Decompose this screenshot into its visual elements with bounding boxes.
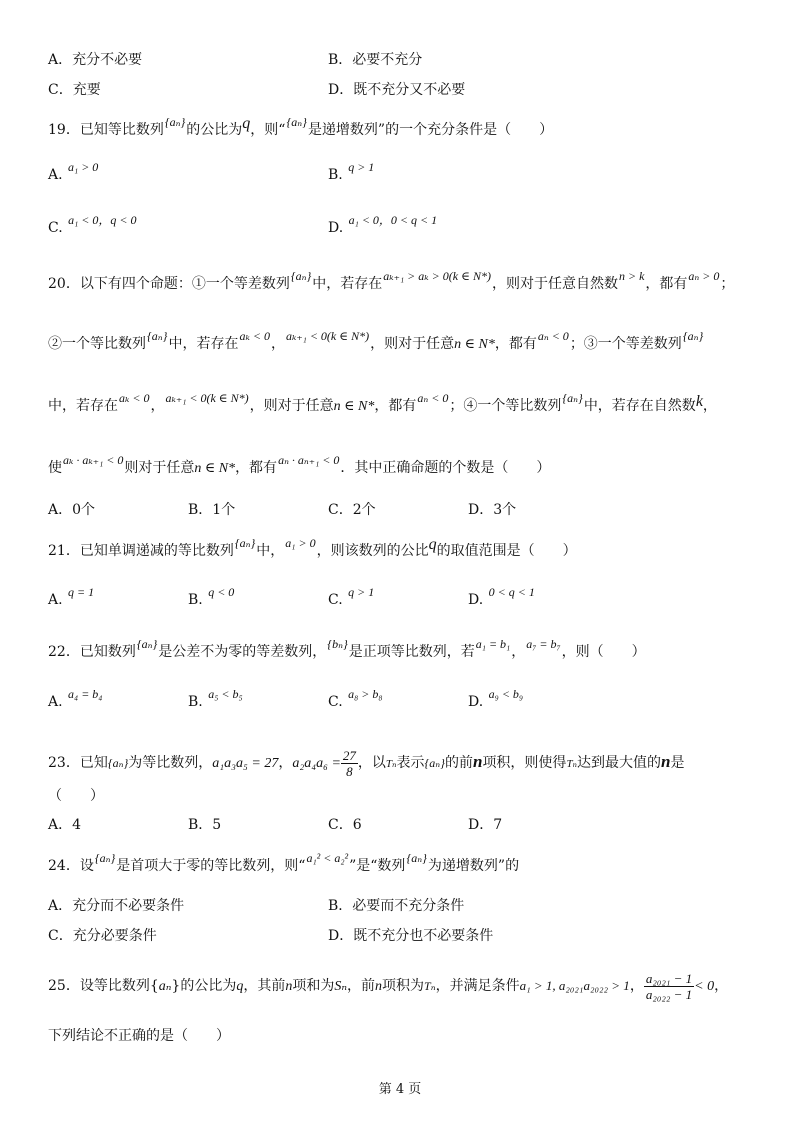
q21-option-a: A. q = 1: [48, 585, 95, 608]
q23-answer-paren: （ ）: [48, 788, 104, 804]
q21-option-c: C. q > 1: [328, 585, 375, 608]
q20-option-b: B．1个: [188, 502, 236, 518]
q20-option-c: C．2个: [328, 502, 376, 518]
q25-fraction: $\frac{\text{a₂₀₂₁ − 1}}{\text{a₂₀₂₂ − 1}}$: [645, 970, 693, 1002]
q19-option-b: B. q > 1: [328, 160, 375, 183]
q20-option-d: D．3个: [468, 502, 517, 518]
q18-option-a: A．充分不必要: [48, 52, 143, 68]
q24-stem: 24．设{aₙ}是首项大于零的等比数列，则“a₁² < a₂²”是“数列{aₙ}为递增数列”的: [48, 851, 520, 874]
q20-line-1: 20．以下有四个命题：①一个等差数列{aₙ}中，若存在aₖ₊₁ > aₖ > 0(k ∈ N*)，则对于任意自然数n > k，都有aₙ > 0；: [48, 269, 735, 292]
q18-option-b: B．必要不充分: [328, 52, 423, 68]
q23-fraction: $\frac{27}{8}$: [342, 747, 356, 779]
q21-stem: 21．已知单调递减的等比数列{aₙ}中，a₁ > 0，则该数列的公比q的取值范围是（ ）: [48, 536, 577, 559]
q21-option-d: D. 0 < q < 1: [468, 585, 535, 608]
q19-stem: 19．已知等比数列{aₙ}的公比为q，则“{aₙ}是递增数列”的一个充分条件是（ ）: [48, 115, 554, 138]
q20-option-a: A．0个: [48, 502, 96, 518]
q19-option-a: A. a₁ > 0: [48, 160, 99, 183]
q20-line-4: 使aₖ · aₖ₊₁ < 0则对于任意n ∈ N*，都有aₙ · aₙ₊₁ < 0．其中正确命题的个数是（ ）: [48, 453, 551, 476]
q23-option-a: A．4: [48, 817, 82, 833]
q23-stem: 23．已知{aₙ}为等比数列，a₁a₃a₅ = 27，a₂a₄a₆ = $\frac{27}{8}$ ，以Tₙ表示{aₙ}的前n项积，则使得Tₙ达到最大值的n是: [48, 747, 685, 779]
q20-line-2: ②一个等比数列{aₙ}中，若存在aₖ < 0，aₖ₊₁ < 0(k ∈ N*)，则对于任意n ∈ N*，都有aₙ < 0；③一个等差数列{aₙ}: [48, 329, 704, 352]
q22-option-a: A. a₄ = b₄: [48, 687, 103, 710]
q24-option-a: A．充分而不必要条件: [48, 898, 185, 914]
q18-option-d: D．既不充分又不必要: [328, 82, 466, 98]
q23-option-b: B．5: [188, 817, 222, 833]
q18-option-c: C．充要: [48, 82, 101, 98]
q20-line-3: 中，若存在aₖ < 0，aₖ₊₁ < 0(k ∈ N*)，则对于任意n ∈ N*，都有aₙ < 0；④一个等比数列{aₙ}中，若存在自然数k，: [48, 391, 717, 414]
q25-stem: 25．设等比数列{aₙ}的公比为q，其前n项和为Sₙ，前n项积为Tₙ，并满足条件a₁ > 1, a₂₀₂₁a₂₀₂₂ > 1， $\frac{\text{a₂₀₂₁ − 1}}{\text{a₂₀₂₂ − 1}}$ < 0，: [48, 970, 729, 1002]
q22-stem: 22．已知数列{aₙ}是公差不为零的等差数列，{bₙ}是正项等比数列，若a₁ = b₁，a₇ = b₇，则（ ）: [48, 637, 646, 660]
q24-option-b: B．必要而不充分条件: [328, 898, 465, 914]
q22-option-b: B. a₅ < b₅: [188, 687, 243, 710]
q21-option-b: B. q < 0: [188, 585, 235, 608]
q22-option-d: D. a₉ < b₉: [468, 687, 524, 710]
q24-option-d: D．既不充分也不必要条件: [328, 928, 494, 944]
q23-option-d: D．7: [468, 817, 503, 833]
page-number: 第 4 页: [378, 1082, 422, 1097]
q22-option-c: C. a₈ > b₈: [328, 687, 383, 710]
q19-option-d: D. a₁ < 0，0 < q < 1: [328, 213, 438, 236]
q24-option-c: C．充分必要条件: [48, 928, 157, 944]
q19-option-c: C. a₁ < 0，q < 0: [48, 213, 137, 236]
q23-option-c: C．6: [328, 817, 362, 833]
q25-line-2: 下列结论不正确的是（ ）: [48, 1028, 230, 1044]
